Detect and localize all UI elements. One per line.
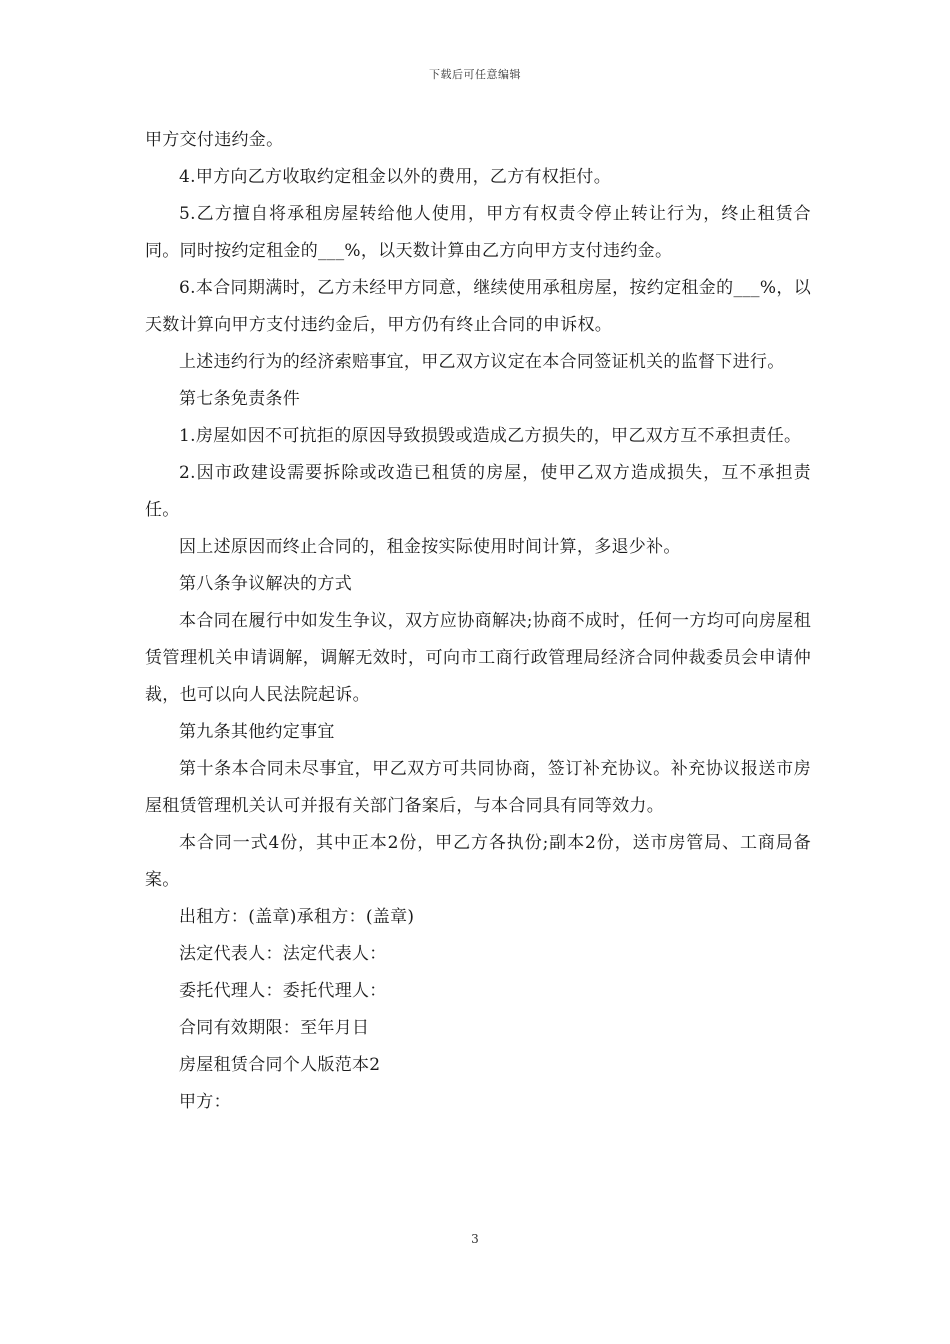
paragraph: 甲方： [179,1092,231,1112]
paragraph: 因上述原因而终止合同的，租金按实际使用时间计算，多退少补。 [179,537,681,557]
paragraph: 法定代表人：法定代表人： [179,944,387,964]
paragraph: 第十条本合同未尽事宜，甲乙双方可共同协商，签订补充协议。补充协议报送市房屋租赁管理机关认可并报有关部门备案后，与本合同具有同等效力。 [145,759,811,816]
page-header: 下载后可任意编辑 [429,68,521,81]
paragraph: 2.因市政建设需要拆除或改造已租赁的房屋，使甲乙双方造成损失，互不承担责任。 [145,463,811,520]
paragraph: 第九条其他约定事宜 [179,722,335,742]
page-number: 3 [471,1232,479,1246]
paragraph: 甲方交付违约金。 [145,130,284,150]
paragraph: 5.乙方擅自将承租房屋转给他人使用，甲方有权责令停止转让行为，终止租赁合同。同时按约定租金的___%，以天数计算由乙方向甲方支付违约金。 [145,204,811,261]
paragraph: 出租方：(盖章)承租方：(盖章) [179,907,415,927]
paragraph: 本合同一式4份，其中正本2份，甲乙方各执份;副本2份，送市房管局、工商局备案。 [145,833,811,890]
paragraph: 房屋租赁合同个人版范本2 [179,1055,381,1075]
document-body [145,122,811,1121]
paragraph: 委托代理人：委托代理人： [179,981,387,1001]
paragraph: 合同有效期限：至年月日 [179,1018,370,1038]
paragraph: 上述违约行为的经济索赔事宜，甲乙双方议定在本合同签证机关的监督下进行。 [179,352,785,372]
paragraph: 本合同在履行中如发生争议，双方应协商解决;协商不成时，任何一方均可向房屋租赁管理机关申请调解，调解无效时，可向市工商行政管理局经济合同仲裁委员会申请仲裁，也可以向人民法院起诉。 [145,611,811,705]
paragraph: 1.房屋如因不可抗拒的原因导致损毁或造成乙方损失的，甲乙双方互不承担责任。 [179,426,802,446]
paragraph: 第七条免责条件 [179,389,301,409]
paragraph: 6.本合同期满时，乙方未经甲方同意，继续使用承租房屋，按约定租金的___%，以天数计算向甲方支付违约金后，甲方仍有终止合同的申诉权。 [145,278,811,335]
paragraph: 4.甲方向乙方收取约定租金以外的费用，乙方有权拒付。 [179,167,612,187]
paragraph: 第八条争议解决的方式 [179,574,352,594]
